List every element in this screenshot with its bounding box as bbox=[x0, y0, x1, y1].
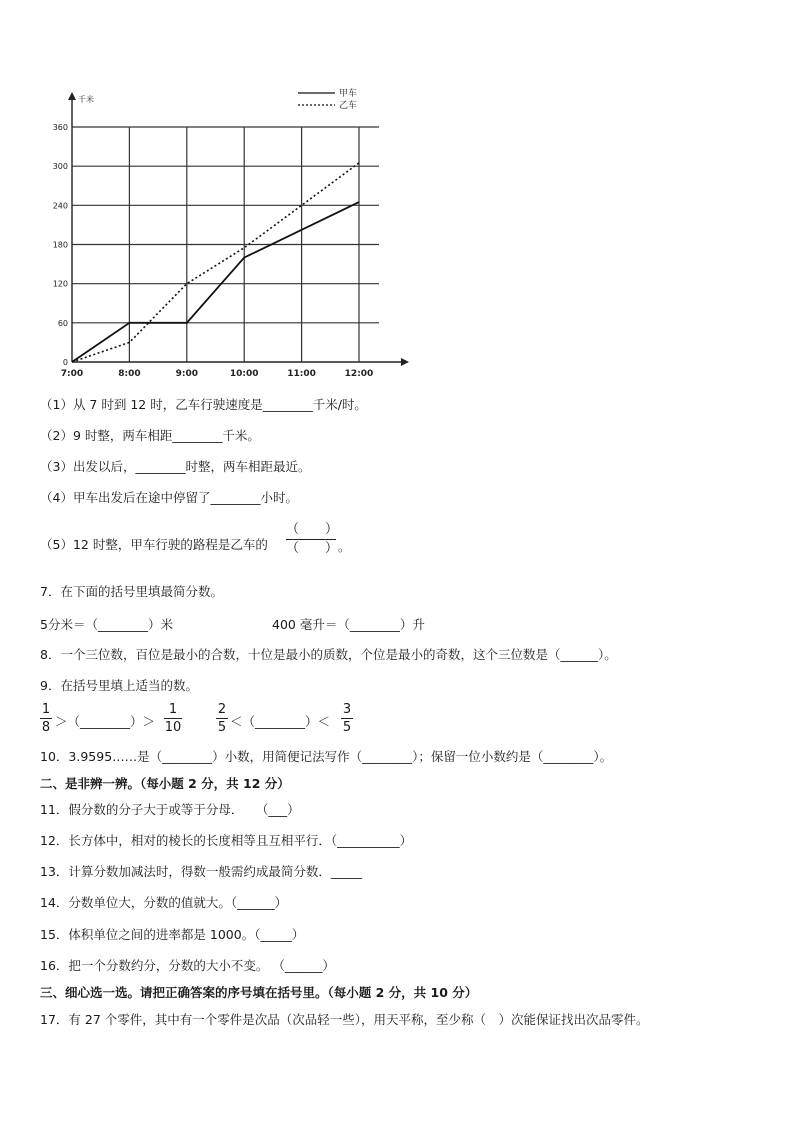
fraction-denominator: 5 bbox=[342, 720, 352, 735]
question-9-blank-2[interactable]: ＜（________）＜ bbox=[230, 714, 331, 729]
series-line-1 bbox=[72, 202, 359, 362]
fraction-bar bbox=[341, 718, 353, 719]
question-9-blank-1[interactable]: ＞（________）＞ bbox=[55, 714, 156, 729]
fraction-bar bbox=[286, 539, 336, 540]
fraction-numerator: 1 bbox=[168, 702, 178, 717]
y-axis-arrow bbox=[68, 92, 76, 100]
x-tick-label: 12:00 bbox=[344, 369, 374, 379]
question-5-end: 。 bbox=[338, 539, 351, 554]
fraction-bar bbox=[40, 718, 52, 719]
fraction-bar bbox=[164, 718, 182, 719]
fraction-numerator: 2 bbox=[217, 702, 227, 717]
question-9: 9．在括号里填上适当的数。 bbox=[40, 678, 198, 693]
question-4: （4）甲车出发后在途中停留了________小时。 bbox=[40, 490, 298, 505]
question-7-a: 5分米＝（________）米 bbox=[40, 617, 173, 632]
y-tick-label: 180 bbox=[52, 240, 68, 250]
fraction-numerator-blank[interactable]: （ ） bbox=[286, 522, 339, 537]
x-tick-label: 8:00 bbox=[118, 369, 141, 379]
x-tick-label: 9:00 bbox=[175, 369, 198, 379]
fraction-numerator: 3 bbox=[342, 702, 352, 717]
question-14: 14．分数单位大，分数的值就大。（______） bbox=[40, 895, 288, 910]
question-8: 8．一个三位数，百位是最小的合数，十位是最小的质数，个位是最小的奇数，这个三位数是（______）。 bbox=[40, 647, 617, 662]
y-tick-label: 0 bbox=[62, 358, 68, 367]
legend-label-2: 乙车 bbox=[339, 101, 358, 111]
fraction-two-fifths bbox=[216, 702, 228, 735]
x-tick-label: 10:00 bbox=[229, 369, 259, 379]
fraction-denominator: 10 bbox=[164, 720, 182, 735]
y-tick-label: 360 bbox=[52, 123, 68, 132]
legend-label-1: 甲车 bbox=[339, 89, 358, 99]
fraction-denominator: 5 bbox=[217, 720, 227, 735]
y-axis-unit: 千米 bbox=[78, 95, 94, 104]
question-17: 17．有 27 个零件，其中有一个零件是次品（次品轻一些），用天平称，至少称（ ）次能保证找出次品零件。 bbox=[40, 1012, 649, 1027]
section-3-heading: 三、细心选一选。请把正确答案的序号填在括号里。（每小题 2 分，共 10 分） bbox=[40, 985, 478, 1000]
question-3: （3）出发以后，________时整，两车相距最近。 bbox=[40, 459, 311, 474]
section-2-heading: 二、是非辨一辨。（每小题 2 分，共 12 分） bbox=[40, 776, 290, 791]
question-5-blank-fraction[interactable] bbox=[286, 522, 339, 557]
question-12: 12．长方体中，相对的棱长的长度相等且互相平行．（__________） bbox=[40, 833, 413, 848]
travel-line-chart bbox=[40, 80, 420, 380]
fraction-denominator-blank[interactable]: （ ） bbox=[286, 541, 339, 556]
fraction-one-tenth bbox=[164, 702, 182, 735]
question-16: 16．把一个分数约分，分数的大小不变。 （______） bbox=[40, 958, 335, 973]
question-13: 13．计算分数加减法时，得数一般需约成最简分数．_____ bbox=[40, 864, 363, 879]
question-10: 10．3.9595……是（________）小数，用简便记法写作（________）；保留一位小数约是（________）。 bbox=[40, 749, 613, 764]
question-15: 15．体积单位之间的进率都是 1000。（_____） bbox=[40, 927, 305, 942]
x-tick-label: 7:00 bbox=[60, 369, 84, 379]
fraction-three-fifths bbox=[341, 702, 353, 735]
chart-svg bbox=[40, 80, 420, 380]
question-1: （1）从 7 时到 12 时，乙车行驶速度是________千米/时。 bbox=[40, 397, 367, 412]
question-7: 7．在下面的括号里填最简分数。 bbox=[40, 584, 223, 599]
x-tick-label: 11:00 bbox=[287, 369, 316, 379]
fraction-numerator: 1 bbox=[41, 702, 51, 717]
y-tick-label: 120 bbox=[52, 279, 68, 289]
fraction-bar bbox=[216, 718, 228, 719]
question-11: 11．假分数的分子大于或等于分母． （___） bbox=[40, 802, 300, 817]
fraction-denominator: 8 bbox=[41, 720, 51, 735]
y-tick-label: 300 bbox=[52, 162, 68, 172]
x-axis-arrow bbox=[401, 358, 409, 366]
question-2: （2）9 时整，两车相距________千米。 bbox=[40, 428, 260, 443]
question-5: （5）12 时整，甲车行驶的路程是乙车的 bbox=[40, 537, 268, 552]
fraction-one-eighth bbox=[40, 702, 52, 735]
question-7-b: 400 毫升＝（________）升 bbox=[272, 617, 425, 632]
y-tick-label: 60 bbox=[57, 318, 68, 328]
y-tick-label: 240 bbox=[52, 201, 68, 211]
